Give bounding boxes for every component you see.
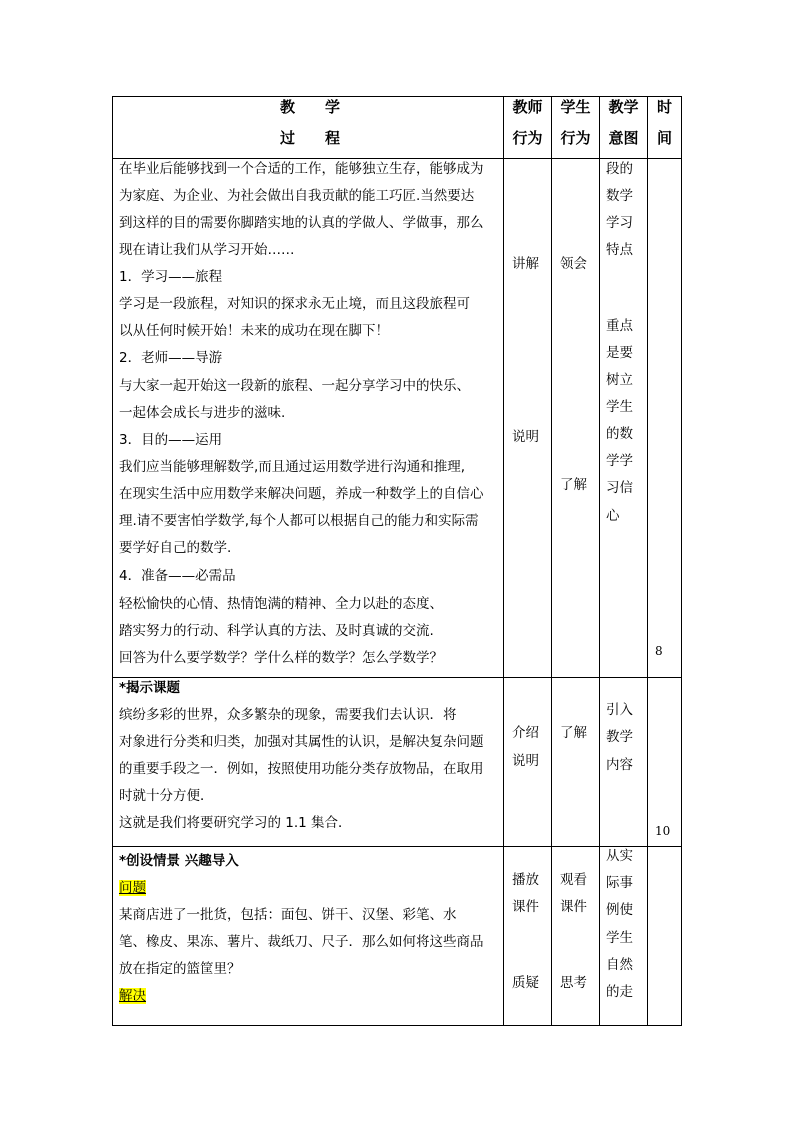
text-line: 1．学习——旅程	[119, 269, 223, 285]
col-divider-2	[551, 96, 552, 1026]
intent-line: 自然	[606, 957, 633, 973]
text-line: 在现实生活中应用数学来解决问题，养成一种数学上的自信心	[119, 486, 484, 502]
col-divider-3	[599, 96, 600, 1026]
col-divider-1	[503, 96, 504, 1026]
text-line: 我们应当能够理解数学,而且通过运用数学进行沟通和推理,	[119, 459, 466, 475]
header-teacher-line2: 行为	[512, 129, 543, 147]
header-content-line2: 过 程	[279, 129, 340, 147]
text-line: 轻松愉快的心情、热情饱满的精神、全力以赴的态度、	[119, 596, 443, 612]
row-divider-1	[112, 677, 682, 678]
text-line: 的重要手段之一．例如，按照使用功能分类存放物品，在取用	[119, 761, 484, 777]
text-line: 在毕业后能够找到一个合适的工作，能够独立生存，能够成为	[119, 161, 484, 177]
intent-line: 例使	[606, 902, 633, 918]
intent-line: 内容	[606, 757, 633, 773]
text-line: 3．目的——运用	[119, 432, 223, 448]
intent-line: 从实	[606, 848, 633, 864]
row2-time: 10	[655, 824, 671, 838]
text-line: 4．准备——必需品	[119, 568, 236, 584]
intent-line: 是要	[606, 345, 633, 361]
row1-teacher-action-1: 讲解	[512, 256, 539, 272]
header-intent-line2: 意图	[608, 129, 639, 147]
text-line: 一起体会成长与进步的滋味.	[119, 405, 286, 421]
text-line: 2．老师——导游	[119, 350, 223, 366]
text-line: 缤纷多彩的世界，众多繁杂的现象，需要我们去认识．将	[119, 707, 457, 723]
text-line: 时就十分方便．	[119, 788, 214, 804]
intent-line: 学习	[606, 215, 633, 231]
header-time-line1: 时	[656, 98, 672, 116]
intent-line: 学学	[606, 453, 633, 469]
col-divider-4	[647, 96, 648, 1026]
table-border-right	[681, 96, 682, 1026]
intent-line: 数学	[606, 188, 633, 204]
intent-line: 重点	[606, 318, 633, 334]
header-time-line2: 间	[656, 129, 672, 147]
intent-line: 际事	[606, 875, 633, 891]
solution-label: 解决	[119, 988, 146, 1004]
intent-line: 教学	[606, 729, 633, 745]
text-line: 踏实努力的行动、科学认真的方法、及时真诚的交流.	[119, 623, 434, 639]
row1-student-action-1: 领会	[560, 256, 587, 272]
header-teacher-line1: 教师	[512, 98, 543, 116]
text-line: 现在请让我们从学习开始……	[119, 242, 295, 258]
text-line: 为家庭、为企业、为社会做出自我贡献的能工巧匠.当然要达	[119, 188, 475, 204]
intent-line: 学生	[606, 399, 633, 415]
text-line: 这就是我们将要研究学习的 1.1 集合．	[119, 815, 352, 831]
row3-solution-label	[119, 983, 146, 1010]
text-line: 要学好自己的数学.	[119, 540, 232, 556]
row3-teacher-action-3: 质疑	[512, 975, 539, 991]
header-intent-line1: 教学	[608, 98, 639, 116]
row2-teacher-action-2: 说明	[512, 753, 539, 769]
row3-teacher-action-2: 课件	[512, 899, 539, 915]
intent-line: 的走	[606, 984, 633, 1000]
text-line: 理.请不要害怕学数学,每个人都可以根据自己的能力和实际需	[119, 513, 479, 529]
intent-line: 学生	[606, 930, 633, 946]
row2-teacher-action-1: 介绍	[512, 725, 539, 741]
row3-section-title: *创设情景 兴趣导入	[119, 853, 239, 869]
text-line: 回答为什么要学数学？学什么样的数学？怎么学数学？	[119, 650, 443, 666]
intent-line: 习信	[606, 480, 633, 496]
row-divider-2	[112, 846, 682, 847]
header-student-line1: 学生	[560, 98, 591, 116]
intent-line: 引入	[606, 702, 633, 718]
intent-line: 的数	[606, 426, 633, 442]
header-content-line1: 教 学	[279, 98, 340, 116]
text-line: 笔、橡皮、果冻、薯片、裁纸刀、尺子．那么如何将这些商品	[119, 934, 484, 950]
row2-section-title: *揭示课题	[119, 680, 181, 696]
row1-time: 8	[655, 644, 663, 658]
intent-line: 树立	[606, 372, 633, 388]
row3-student-action-2: 课件	[560, 899, 587, 915]
row3-question-label	[119, 875, 146, 902]
text-line: 放在指定的篮筐里？	[119, 961, 241, 977]
table-border-bottom	[112, 1025, 682, 1026]
question-label: 问题	[119, 880, 146, 896]
text-line: 到这样的目的需要你脚踏实地的认真的学做人、学做事，那么	[119, 215, 484, 231]
row1-teacher-action-2: 说明	[512, 429, 539, 445]
row3-student-action-1: 观看	[560, 872, 587, 888]
text-line: 学习是一段旅程，对知识的探求永无止境，而且这段旅程可	[119, 296, 470, 312]
row1-student-action-2: 了解	[560, 477, 587, 493]
table-border-left	[112, 96, 113, 1026]
header-student-line2: 行为	[560, 129, 591, 147]
row3-student-action-3: 思考	[560, 975, 587, 991]
text-line: 对象进行分类和归类，加强对其属性的认识，是解决复杂问题	[119, 734, 484, 750]
intent-line: 段的	[606, 161, 633, 177]
row3-teacher-action-1: 播放	[512, 872, 539, 888]
intent-line: 特点	[606, 242, 633, 258]
text-line: 某商店进了一批货，包括：面包、饼干、汉堡、彩笔、水	[119, 907, 457, 923]
row2-student-action: 了解	[560, 725, 587, 741]
text-line: 与大家一起开始这一段新的旅程、一起分享学习中的快乐、	[119, 378, 470, 394]
intent-line: 心	[606, 508, 620, 524]
text-line: 以从任何时候开始！未来的成功在现在脚下！	[119, 323, 389, 339]
